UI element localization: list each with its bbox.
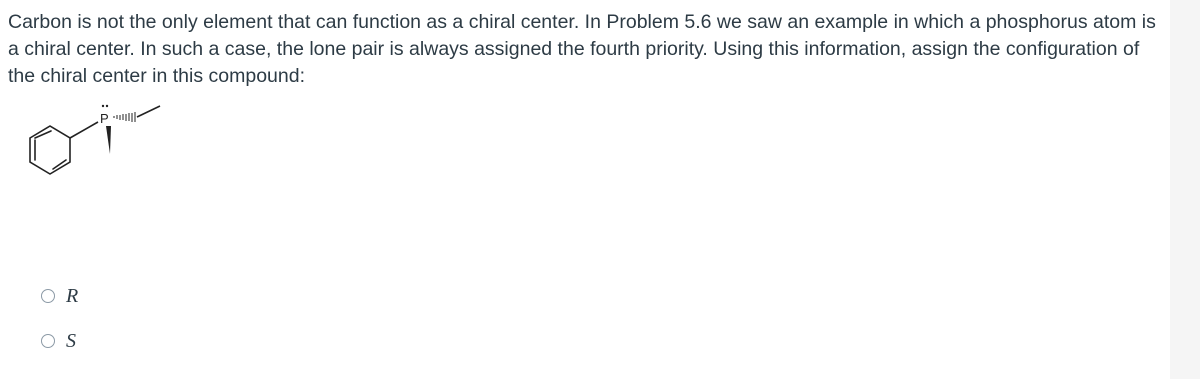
answer-label-s: S [66, 330, 76, 352]
radio-button-s[interactable] [41, 334, 55, 348]
answer-option-s[interactable] [41, 330, 76, 352]
question-text: Carbon is not the only element that can function as a chiral center. In Problem 5.6 we saw an example in which a phosphorus atom is a chiral center. In such a case, the lone pair is always assigned the fourth priority. Using this information, assign the configuration of the chiral center in this compound: [8, 11, 1156, 87]
solid-wedge-bond [106, 126, 111, 154]
phosphorus-atom-label: P [100, 111, 109, 126]
ring-p-bond [70, 122, 98, 138]
hashed-wedge-bond [114, 112, 135, 122]
answer-label-r: R [66, 285, 79, 307]
lone-pair-dot [102, 105, 104, 107]
lone-pair-dot [106, 105, 108, 107]
page-gutter [1170, 0, 1200, 379]
ethyl-bond [137, 106, 160, 117]
answer-option-r[interactable] [41, 285, 78, 307]
radio-button-r[interactable] [41, 289, 55, 303]
benzene-ring [30, 126, 70, 174]
chemical-structure-image [10, 98, 170, 188]
